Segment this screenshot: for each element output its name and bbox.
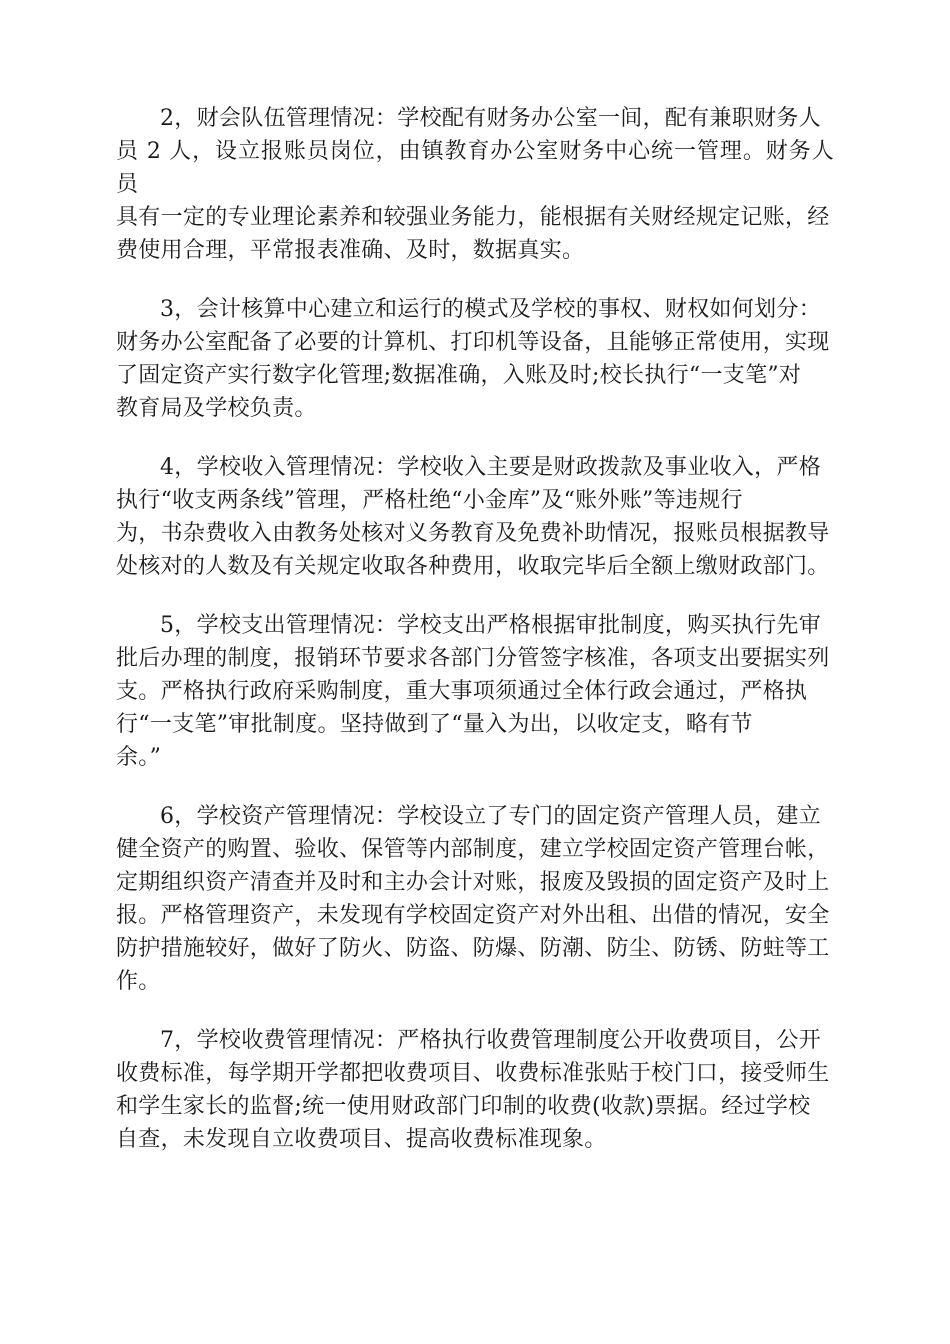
text-line: 定期组织资产清查并及时和主办会计对账，报废及毁损的固定资产及时上	[116, 870, 830, 895]
text-line: 6，学校资产管理情况：学校设立了专门的固定资产管理人员，建立	[160, 804, 821, 829]
paragraph-expenditure-management	[116, 609, 834, 774]
text-line: 和学生家长的监督;统一使用财政部门印制的收费(收款)票据。经过学校	[116, 1094, 811, 1119]
text-line: 支。严格执行政府采购制度，重大事项须通过全体行政会通过，严格执	[116, 679, 808, 704]
paragraph-accounting-center	[116, 293, 834, 425]
text-line: 教育局及学校负责。	[116, 396, 317, 421]
text-line: 处核对的人数及有关规定收取各种费用，收取完毕后全额上缴财政部门。	[116, 554, 830, 579]
text-line: 批后办理的制度，报销环节要求各部门分管签字核准，各项支出要据实列	[116, 646, 830, 671]
text-line: 费使用合理，平常报表准确、及时，数据真实。	[116, 238, 585, 263]
text-line: 了固定资产实行数字化管理;数据准确，入账及时;校长执行“一支笔”对	[116, 363, 802, 388]
text-line: 行“一支笔”审批制度。坚持做到了“量入为出，以收定支，略有节	[116, 712, 753, 737]
text-line: 5，学校支出管理情况：学校支出严格根据审批制度，购买执行先审	[160, 613, 821, 638]
text-line: 2，财会队伍管理情况：学校配有财务办公室一间，配有兼职财务人	[160, 106, 821, 131]
paragraph-fee-management	[116, 1024, 834, 1156]
text-line: 员 2 人，设立报账员岗位，由镇教育办公室财务中心统一管理。财务人员	[116, 139, 834, 197]
text-line: 3，会计核算中心建立和运行的模式及学校的事权、财权如何划分：	[160, 297, 821, 322]
text-line: 为，书杂费收入由教务处核对义务教育及免费补助情况，报账员根据教导	[116, 521, 830, 546]
text-line: 执行“收支两条线”管理，严格杜绝“小金库”及“账外账”等违规行	[116, 488, 743, 513]
text-line: 7，学校收费管理情况：严格执行收费管理制度公开收费项目，公开	[160, 1028, 821, 1053]
text-line: 收费标准，每学期开学都把收费项目、收费标准张贴于校门口，接受师生	[116, 1061, 830, 1086]
text-line: 报。严格管理资产，未发现有学校固定资产对外出租、出借的情况，安全	[116, 903, 830, 928]
text-line: 具有一定的专业理论素养和较强业务能力，能根据有关财经规定记账，经	[116, 205, 830, 230]
text-line: 余。”	[116, 745, 162, 770]
text-line: 防护措施较好，做好了防火、防盗、防爆、防潮、防尘、防锈、防蛀等工	[116, 936, 830, 961]
paragraph-finance-staff	[116, 102, 834, 267]
paragraph-income-management	[116, 451, 834, 583]
text-line: 自查，未发现自立收费项目、提高收费标准现象。	[116, 1127, 607, 1152]
document-page	[116, 102, 834, 1182]
paragraph-asset-management	[116, 800, 834, 998]
text-line: 财务办公室配备了必要的计算机、打印机等设备，且能够正常使用，实现	[116, 330, 830, 355]
text-line: 作。	[116, 969, 161, 994]
text-line: 4，学校收入管理情况：学校收入主要是财政拨款及事业收入，严格	[160, 455, 821, 480]
text-line: 健全资产的购置、验收、保管等内部制度，建立学校固定资产管理台帐，	[116, 837, 830, 862]
